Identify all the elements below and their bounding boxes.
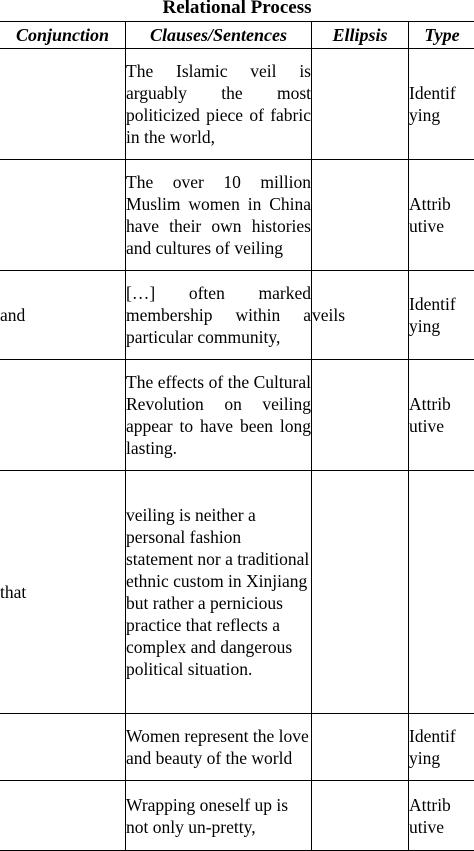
type-cell [409, 781, 474, 851]
ellipsis-cell [312, 360, 409, 471]
conjunction-cell [0, 49, 126, 160]
column-header-ellipsis: Ellipsis [312, 22, 409, 49]
type-cell [409, 271, 474, 360]
type-text: utive [409, 415, 474, 437]
type-text: Attrib [409, 393, 474, 415]
type-text: ying [409, 104, 474, 126]
table-row [0, 360, 474, 471]
clause-cell: […] often marked membership within a particular community, [126, 271, 312, 360]
type-cell [409, 471, 474, 714]
table-row [0, 781, 474, 851]
header-row [0, 22, 474, 49]
type-text: Identif [409, 725, 474, 747]
type-cell [409, 160, 474, 271]
conjunction-cell [0, 360, 126, 471]
column-header-clauses: Clauses/Sentences [126, 22, 312, 49]
clause-cell: veiling is neither a personal fashion statement nor a traditional ethnic custom in Xinjiang but rather a pernicious practice that reflects a complex and dangerous political situation. [126, 471, 312, 714]
type-text: utive [409, 215, 474, 237]
table-row [0, 714, 474, 781]
ellipsis-cell [312, 471, 409, 714]
ellipsis-cell [312, 160, 409, 271]
conjunction-cell: and [0, 271, 126, 360]
type-text: Identif [409, 82, 474, 104]
column-header-conjunction: Conjunction [0, 22, 126, 49]
ellipsis-cell [312, 714, 409, 781]
table-row [0, 49, 474, 160]
type-text: utive [409, 816, 474, 838]
clause-cell: Wrapping oneself up is not only un-pretty, [126, 781, 312, 851]
ellipsis-cell [312, 781, 409, 851]
type-text: Attrib [409, 794, 474, 816]
type-cell [409, 49, 474, 160]
clause-cell: Women represent the love and beauty of the world [126, 714, 312, 781]
table-row [0, 160, 474, 271]
conjunction-cell [0, 714, 126, 781]
page-title: Relational Process [0, 0, 474, 21]
conjunction-cell [0, 160, 126, 271]
ellipsis-cell [312, 49, 409, 160]
ellipsis-cell: veils [312, 271, 409, 360]
type-text: Identif [409, 293, 474, 315]
table-row [0, 471, 474, 714]
relational-process-table [0, 21, 474, 851]
type-text: ying [409, 315, 474, 337]
type-cell [409, 360, 474, 471]
type-cell [409, 714, 474, 781]
clause-cell: The over 10 million Muslim women in China have their own histories and cultures of veiling [126, 160, 312, 271]
column-header-type: Type [409, 22, 474, 49]
conjunction-cell: that [0, 471, 126, 714]
conjunction-cell [0, 781, 126, 851]
clause-cell: The Islamic veil is arguably the most politicized piece of fabric in the world, [126, 49, 312, 160]
clause-cell: The effects of the Cultural Revolution on veiling appear to have been long lasting. [126, 360, 312, 471]
type-text: Attrib [409, 193, 474, 215]
table-row [0, 271, 474, 360]
type-text: ying [409, 747, 474, 769]
